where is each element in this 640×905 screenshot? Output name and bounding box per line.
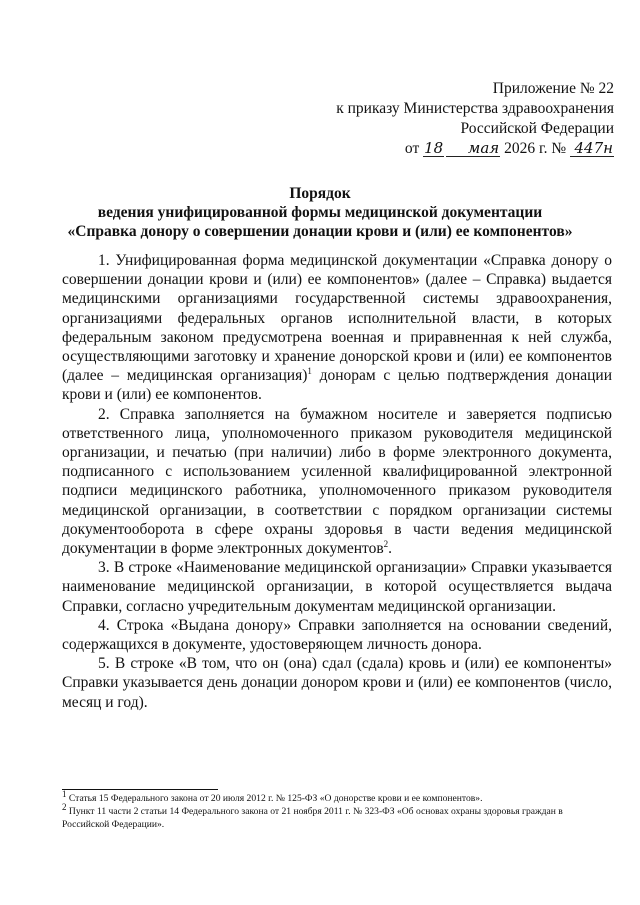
- annex-title: Приложение № 22: [492, 80, 614, 97]
- footnote-ref-2: 2: [383, 538, 389, 549]
- footnote-mark-2: 2: [62, 801, 67, 812]
- paragraph-1: [62, 251, 612, 405]
- handwritten-number: 447н: [570, 140, 614, 157]
- date-year: 2026 г.: [504, 140, 548, 157]
- paragraph-4: 4. Строка «Выдана донору» Справки заполняется на основании сведений, содержащихся в документе, удостоверяющем личность донора.: [62, 616, 612, 654]
- paragraph-3: 3. В строке «Наименование медицинской организации» Справки указывается наименование медицинской организации, в которой осуществляется выдача Справки, согласно учредительным документам медицинской организации.: [62, 559, 612, 615]
- document-body: [62, 251, 612, 712]
- footnote-divider: [62, 789, 218, 790]
- paragraph-1-text-end: донорам с целью подтверждения донации крови и (или) ее компонентов.: [62, 367, 612, 404]
- footnote-2: [62, 801, 612, 832]
- document-title: [40, 184, 600, 241]
- footnote-1: [62, 788, 612, 806]
- paragraph-5: 5. В строке «В том, что он (она) сдал (сдала) кровь и (или) ее компоненты» Справки указывается день донации донором крови и (или) ее компонентов (число, месяц и год).: [62, 655, 612, 711]
- annex-header: [294, 79, 614, 159]
- footnote-1-text: Статья 15 Федерального закона от 20 июля 2012 г. № 125-ФЗ «О донорстве крови и ее компонентов».: [66, 793, 483, 804]
- number-prefix: №: [551, 140, 567, 157]
- annex-date-line: [294, 139, 614, 159]
- footnote-mark-1: 1: [62, 788, 67, 799]
- handwritten-day: 18: [424, 139, 444, 157]
- title-line-2: ведения унифицированной формы медицинской документации: [97, 204, 543, 221]
- annex-ministry-line: Российской Федерации: [460, 120, 614, 137]
- footnote-2-text: Пункт 11 части 2 статьи 14 Федерального закона от 21 ноября 2011 г. № 323-ФЗ «Об основах охраны здоровья граждан в Российской Федерации».: [62, 805, 563, 830]
- paragraph-1-text: 1. Унифицированная форма медицинской документации «Справка донору о совершении донации крови и (или) ее компонентов» (далее – Справка) выдается медицинскими организациями государственной системы здравоохранения, организациями федеральных органов исполнительной власти, в которых федеральным законом предусмотрена военная и приравненная к ней служба, осуществляющими заготовку и хранение донорской крови и (или) ее компонентов (далее – медицинская организация): [62, 252, 612, 385]
- handwritten-month: мая: [446, 140, 500, 157]
- paragraph-2-text-end: .: [388, 540, 393, 558]
- title-line-1: Порядок: [289, 185, 351, 202]
- footnotes: [62, 788, 612, 831]
- paragraph-2: [62, 405, 612, 559]
- footnote-ref-1: 1: [307, 366, 312, 377]
- date-prefix: от: [404, 140, 420, 157]
- annex-order-line: к приказу Министерства здравоохранения: [336, 100, 614, 117]
- paragraph-2-text: 2. Справка заполняется на бумажном носителе и заверяется подписью ответственного лица, уполномоченного приказом руководителя медицинской организации, и печатью (при наличии) либо в форме электронного документа, подписанного с использованием усиленной квалифицированной электронной подписи медицинского работника, уполномоченного приказом руководителя медицинской организации, в соответствии с порядком организации системы документооборота в сфере охраны здоровья в части ведения медицинской документации в форме электронных документов: [62, 405, 612, 558]
- title-line-3: «Справка донору о совершении донации крови и (или) ее компонентов»: [67, 223, 573, 240]
